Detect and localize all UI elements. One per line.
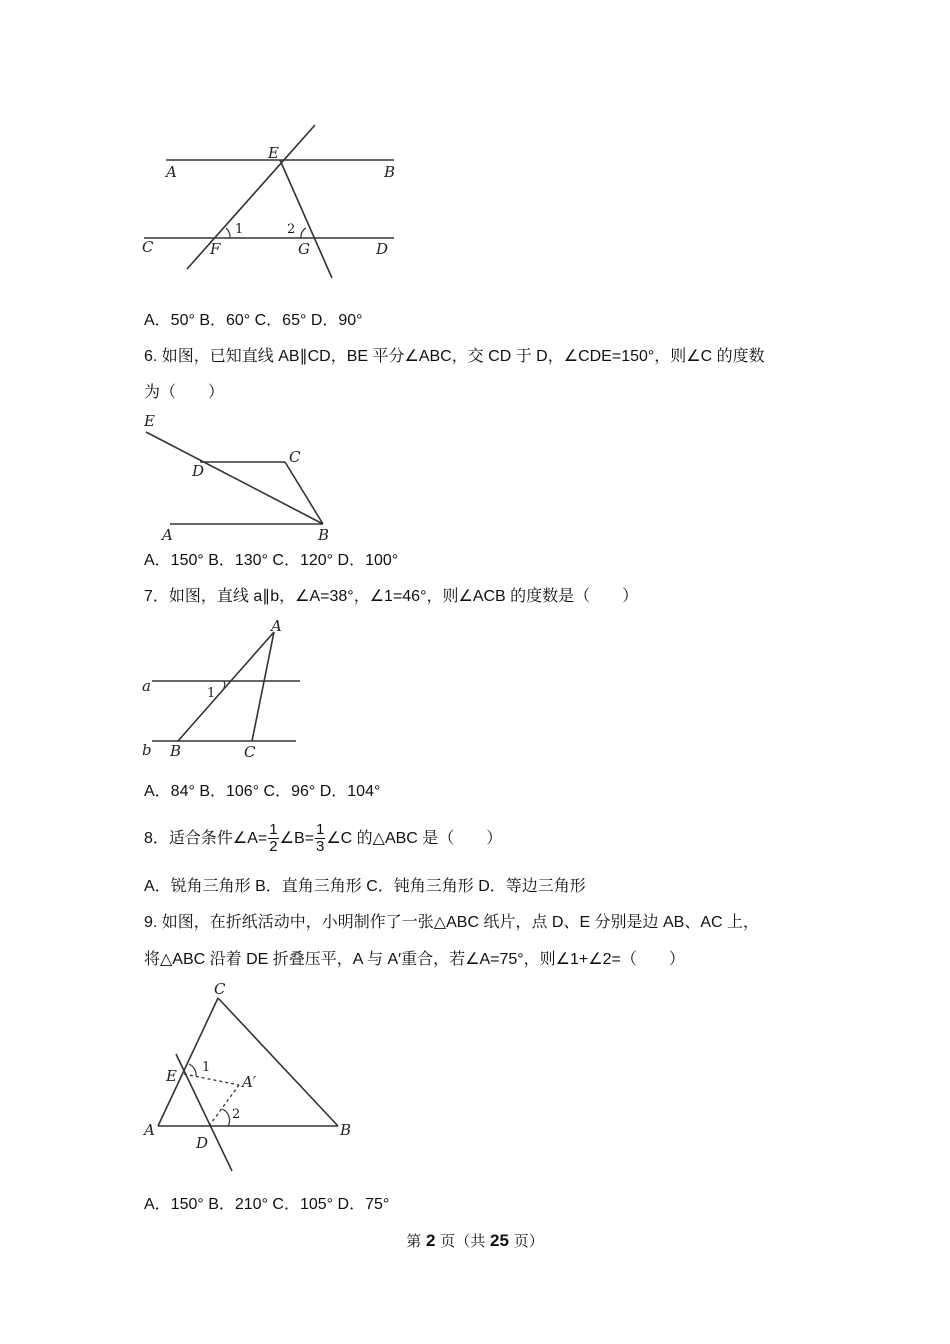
label-b: B	[384, 163, 396, 181]
q5-options: A．50° B．60° C．65° D．90°	[144, 312, 363, 329]
q7-text: 7．如图，直线 a∥b，∠A=38°，∠1=46°，则∠ACB 的度数是（ ）	[144, 588, 639, 605]
angle-1-arc	[226, 228, 230, 238]
q9-figure	[140, 978, 360, 1178]
label-d: D	[196, 1134, 209, 1152]
dashed-ea-prime	[184, 1074, 239, 1085]
page-footer	[0, 1230, 950, 1251]
q8-options: A．锐角三角形 B．直角三角形 C．钝角三角形 D．等边三角形	[144, 878, 586, 895]
label-angle-2: 2	[287, 222, 296, 237]
angle-1-arc	[189, 1064, 196, 1076]
label-b: B	[340, 1121, 352, 1139]
label-a: A	[166, 163, 177, 181]
label-c: C	[142, 238, 154, 256]
q8-fraction-1	[268, 822, 278, 855]
label-b-vertex: B	[170, 742, 182, 760]
label-a-vertex: A	[271, 617, 282, 635]
label-d: D	[376, 240, 389, 258]
label-angle-1: 1	[207, 686, 216, 701]
label-line-a: a	[142, 677, 151, 695]
line-ab	[178, 632, 274, 741]
label-angle-1: 1	[235, 222, 244, 237]
label-b: B	[318, 526, 330, 544]
label-a-prime: A′	[242, 1073, 257, 1091]
line-eg	[280, 160, 332, 278]
q9-options: A．150° B．210° C．105° D．75°	[144, 1196, 390, 1213]
q8-fraction-2	[315, 822, 325, 855]
q6-options: A．150° B．130° C．120° D．100°	[144, 552, 399, 569]
line-eb	[146, 432, 323, 524]
footer-total-pages: 25	[490, 1231, 509, 1250]
q9-text-line1: 9. 如图，在折纸活动中，小明制作了一张△ABC 纸片，点 D、E 分别是边 AB、AC 上，	[144, 914, 760, 931]
q7-options: A．84° B．106° C．96° D．104°	[144, 783, 381, 800]
label-a: A	[162, 526, 173, 544]
angle-2-arc	[301, 228, 306, 238]
q7-figure	[140, 615, 310, 765]
label-c-vertex: C	[244, 743, 256, 761]
q6-text-line2: 为（ ）	[144, 384, 225, 401]
q8-frac2-den: 3	[315, 838, 325, 856]
label-f: F	[210, 240, 221, 258]
q9-text-line2: 将△ABC 沿着 DE 折叠压平，A 与 A′重合，若∠A=75°，则∠1+∠2=（ ）	[144, 951, 685, 968]
label-a: A	[144, 1121, 155, 1139]
label-line-b: b	[142, 741, 152, 759]
label-e: E	[268, 144, 279, 162]
label-c: C	[289, 448, 301, 466]
label-g: G	[298, 240, 310, 258]
footer-mid: 页（共	[435, 1232, 491, 1250]
label-angle-2: 2	[232, 1107, 241, 1122]
q5-figure	[140, 120, 410, 275]
q8-frac1-den: 2	[269, 838, 278, 856]
angle-2-arc	[222, 1109, 230, 1126]
footer-pre: 第	[406, 1232, 427, 1250]
q6-figure	[140, 410, 340, 545]
q8-suffix: ∠C 的△ABC 是（ ）	[326, 830, 503, 847]
label-c: C	[214, 980, 226, 998]
label-angle-1: 1	[202, 1060, 211, 1075]
angle-1-arc	[220, 681, 225, 693]
q8-mid: ∠B=	[279, 830, 314, 847]
footer-page-number: 2	[426, 1231, 436, 1250]
label-d: D	[192, 462, 205, 480]
q8-frac1-num: 1	[269, 821, 278, 839]
q8-prefix: 8．适合条件∠A=	[144, 830, 268, 847]
footer-post: 页）	[508, 1232, 544, 1250]
line-ac	[252, 632, 274, 741]
label-e: E	[166, 1067, 177, 1085]
q6-text-line1: 6. 如图，已知直线 AB∥CD，BE 平分∠ABC，交 CD 于 D，∠CDE=150°，则∠C 的度数	[144, 348, 765, 365]
q8-frac2-num: 1	[315, 821, 325, 839]
q8-text	[144, 822, 502, 856]
label-e: E	[144, 412, 155, 430]
